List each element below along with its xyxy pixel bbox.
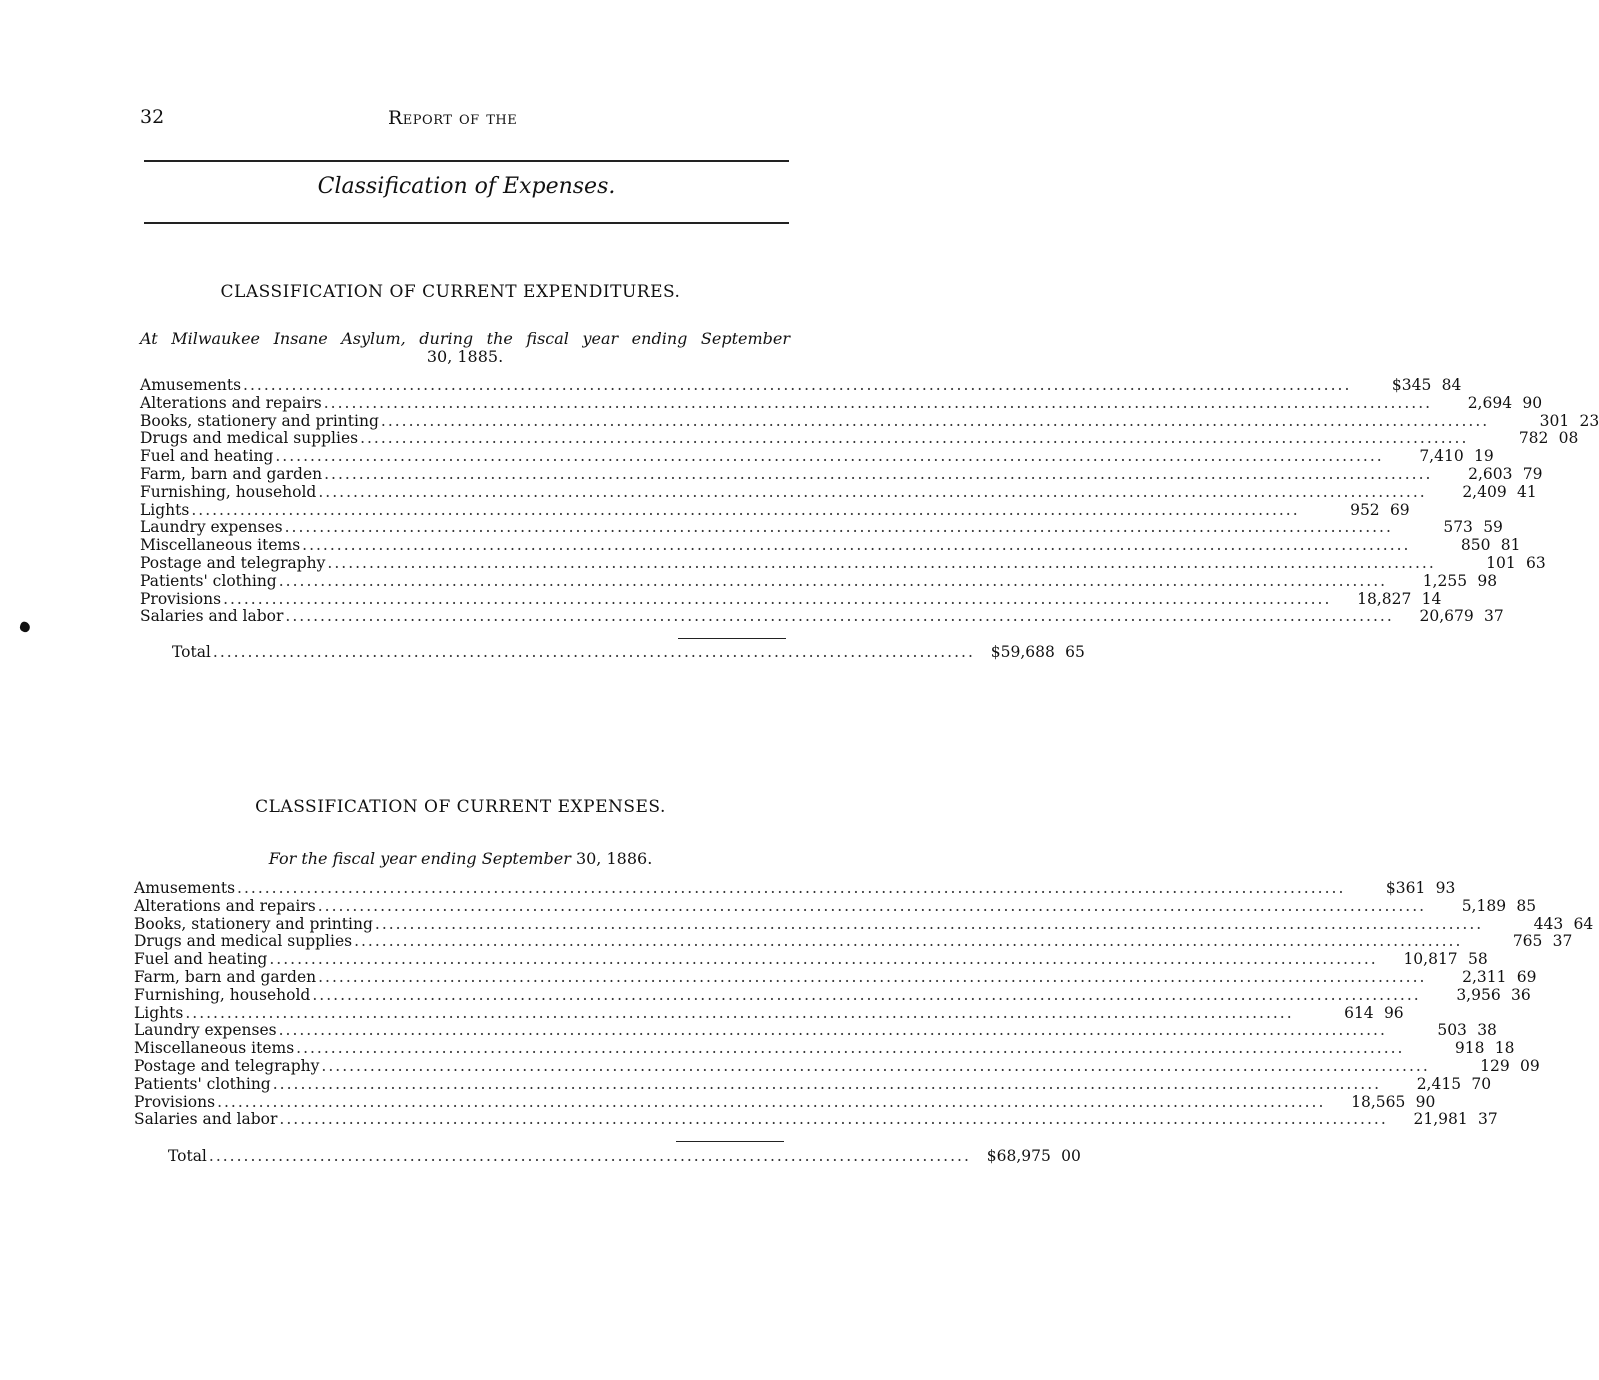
ledger-row-label: Provisions <box>134 1092 216 1111</box>
ledger-row-dollars: 443 <box>1533 914 1564 933</box>
ledger-row-dollars: 7,410 <box>1419 447 1464 466</box>
ledger-row <box>140 607 1504 626</box>
ledger-row-dollars: 2,311 <box>1462 967 1507 986</box>
ledger-row-dollars: 1,255 <box>1422 571 1468 590</box>
page-number: 32 <box>140 106 165 128</box>
ledger-row-cents: 85 <box>1516 896 1537 915</box>
ledger-row-label: Miscellaneous items <box>134 1039 295 1058</box>
ledger-row-leader: ................................................................................................................................................................ <box>279 1110 1388 1129</box>
ledger-row-dollars: 101 <box>1486 553 1516 572</box>
ledger-row-label: Patients' clothing <box>140 571 277 590</box>
table2-subheading-date: 30, 1886. <box>575 849 653 868</box>
ledger-row <box>134 1056 1540 1076</box>
ledger-row-dollars: 573 <box>1443 518 1473 537</box>
ledger-row <box>134 1092 1436 1112</box>
ledger-row-label: Amusements <box>134 879 236 897</box>
ledger-row-leader: ................................................................................................................................................................ <box>237 879 1346 897</box>
ledger-row <box>134 967 1537 987</box>
ledger-row-label: Furnishing, household <box>134 985 311 1004</box>
ledger-row-leader: ................................................................................................................................................................ <box>312 985 1421 1004</box>
ledger-row-label: Alterations and repairs <box>134 896 316 915</box>
ledger-row-cents: 90 <box>1522 393 1543 412</box>
ledger-row-label: Lights <box>140 500 190 519</box>
ledger-row-cents: 93 <box>1435 879 1456 897</box>
ledger-row <box>140 518 1503 537</box>
ledger-row <box>140 411 1599 431</box>
ledger-row-cents: 23 <box>1579 411 1599 430</box>
ledger-row-leader: ................................................................................................................................................................ <box>323 393 1433 412</box>
ledger-row-leader: ................................................................................................................................................................ <box>380 411 1490 430</box>
ledger-row <box>140 464 1543 484</box>
ledger-row-leader: ................................................................................................................................................................ <box>269 950 1378 969</box>
ledger-row-dollars: 20,679 <box>1419 607 1474 626</box>
ledger-row-label: Laundry expenses <box>134 1021 277 1040</box>
ledger-row-cents: 41 <box>1516 482 1537 501</box>
ledger-row-dollars: 10,817 <box>1403 950 1458 969</box>
table2-total-label: Total <box>168 1147 207 1165</box>
table1-subheading-line2: 30, 1885. <box>426 347 504 366</box>
ledger-row-dollars: $345 <box>1391 376 1432 394</box>
ledger-row-label: Miscellaneous items <box>140 536 301 555</box>
ledger-row-leader: ................................................................................................................................................................ <box>327 553 1436 572</box>
ledger-row-leader: ................................................................................................................................................................ <box>354 932 1463 951</box>
ledger-row-cents: 37 <box>1478 1110 1498 1129</box>
running-head: Report of the <box>388 107 518 129</box>
ledger-row-label: Amusements <box>140 376 242 394</box>
ledger-row-cents: 96 <box>1383 1003 1404 1022</box>
ledger-row-dollars: 2,603 <box>1468 464 1513 483</box>
header-rule-bottom <box>144 222 789 224</box>
ledger-row-leader: ................................................................................................................................................................ <box>284 518 1393 537</box>
table1-total-cents: 65 <box>1065 643 1085 661</box>
ledger-row-leader: ................................................................................................................................................................ <box>317 896 1427 915</box>
ledger-row-cents: 90 <box>1415 1092 1436 1111</box>
ledger-row <box>134 1110 1498 1129</box>
ledger-row-leader: ................................................................................................................................................................ <box>374 914 1484 933</box>
ledger-row <box>134 879 1456 898</box>
section-title: Classification of Expenses. <box>317 174 616 199</box>
ledger-row-label: Patients' clothing <box>134 1074 271 1093</box>
ledger-row-dollars: 614 <box>1344 1003 1374 1022</box>
table2-subheading <box>0 850 831 868</box>
ledger-row-dollars: 850 <box>1460 536 1491 555</box>
ledger-row <box>134 1039 1515 1058</box>
ledger-row-leader: ................................................................................................................................................................ <box>278 1021 1387 1040</box>
table2-total-rule <box>676 1141 784 1142</box>
ledger-row-leader: ................................................................................................................................................................ <box>302 536 1411 555</box>
ledger-row-leader: ................................................................................................................................................................ <box>217 1092 1326 1111</box>
ledger-row-label: Drugs and medical supplies <box>140 429 359 448</box>
ledger-row-dollars: 18,565 <box>1351 1092 1406 1111</box>
ledger-row-dollars: 2,694 <box>1467 393 1513 412</box>
ledger-row-label: Postage and telegraphy <box>140 553 326 572</box>
ledger-row-cents: 38 <box>1477 1021 1497 1040</box>
ledger-row <box>140 376 1462 395</box>
ledger-row-cents: 37 <box>1484 607 1504 626</box>
ledger-row-cents: 69 <box>1516 967 1537 986</box>
table1-total-leader: .............................................................................................................. <box>212 643 975 661</box>
ledger-row-cents: 64 <box>1573 914 1594 933</box>
ledger-row-cents: 08 <box>1558 429 1579 448</box>
table1-subheading-line1: At Milwaukee Insane Asylum, during the fiscal year ending September <box>140 329 790 348</box>
table2-total-leader: .............................................................................................................. <box>208 1147 971 1165</box>
ledger-row-label: Books, stationery and printing <box>134 914 373 933</box>
ledger-row <box>140 429 1579 448</box>
header-rule-top <box>144 160 789 162</box>
ledger-row <box>134 985 1531 1005</box>
ledger-row-leader: ................................................................................................................................................................ <box>185 1003 1294 1022</box>
ledger-row-cents: 18 <box>1494 1039 1515 1058</box>
ledger-row <box>134 896 1537 916</box>
table2-subheading-italic: For the fiscal year ending September <box>268 849 571 868</box>
ledger-row-cents: 84 <box>1441 376 1462 394</box>
ledger-row-leader: ................................................................................................................................................................ <box>324 464 1433 483</box>
ledger-row-label: Farm, barn and garden <box>140 464 323 483</box>
table1-ledger <box>140 376 1599 626</box>
table2-total-row <box>168 1147 1081 1166</box>
ledger-row-cents: 79 <box>1522 464 1543 483</box>
ledger-row-cents: 14 <box>1421 589 1442 608</box>
ledger-row-cents: 81 <box>1500 536 1521 555</box>
ledger-row-label: Lights <box>134 1003 184 1022</box>
ledger-row-label: Postage and telegraphy <box>134 1056 320 1075</box>
ledger-row-leader: ................................................................................................................................................................ <box>296 1039 1405 1058</box>
ledger-row-leader: ................................................................................................................................................................ <box>223 589 1332 608</box>
ledger-row-leader: ................................................................................................................................................................ <box>321 1056 1430 1075</box>
ledger-row-leader: ................................................................................................................................................................ <box>272 1074 1382 1093</box>
ledger-row-dollars: 2,415 <box>1416 1074 1462 1093</box>
ledger-row-label: Farm, barn and garden <box>134 967 317 986</box>
ledger-row-dollars: 5,189 <box>1461 896 1507 915</box>
ledger-row-cents: 63 <box>1526 553 1546 572</box>
ledger-row <box>140 393 1543 413</box>
ledger-row-dollars: $361 <box>1385 879 1426 897</box>
ledger-row-dollars: 2,409 <box>1462 482 1507 501</box>
ledger-row-label: Fuel and heating <box>140 447 274 466</box>
ledger-row <box>140 500 1410 520</box>
ledger-row-label: Books, stationery and printing <box>140 411 379 430</box>
ledger-row <box>140 536 1521 555</box>
ledger-row <box>134 1074 1492 1094</box>
ledger-row-dollars: 3,956 <box>1456 985 1501 1004</box>
ledger-row-cents: 58 <box>1467 950 1488 969</box>
ledger-row-dollars: 301 <box>1539 411 1570 430</box>
ledger-row-leader: ................................................................................................................................................................ <box>318 967 1427 986</box>
ledger-row-label: Salaries and labor <box>140 607 284 626</box>
ledger-row <box>140 571 1498 591</box>
ledger-row-cents: 98 <box>1477 571 1498 590</box>
ledger-row <box>140 553 1546 573</box>
table2-heading: CLASSIFICATION OF CURRENT EXPENSES. <box>255 797 666 817</box>
table1-heading: CLASSIFICATION OF CURRENT EXPENDITURES. <box>220 282 681 302</box>
ledger-row-label: Salaries and labor <box>134 1110 278 1129</box>
table1-total-dollars: $59,688 <box>990 643 1055 661</box>
ledger-row-leader: ................................................................................................................................................................ <box>318 482 1427 501</box>
table1-total-row <box>172 643 1085 662</box>
table1-total-label: Total <box>172 643 211 661</box>
ledger-row-label: Laundry expenses <box>140 518 283 537</box>
ledger-row-cents: 59 <box>1483 518 1503 537</box>
ledger-row-dollars: 765 <box>1512 932 1543 951</box>
ledger-row-leader: ................................................................................................................................................................ <box>243 376 1352 394</box>
table2-total-cents: 00 <box>1061 1147 1081 1165</box>
ledger-row-label: Fuel and heating <box>134 950 268 969</box>
ledger-row-leader: ................................................................................................................................................................ <box>191 500 1300 519</box>
ink-speck <box>19 621 32 634</box>
ledger-row-cents: 37 <box>1552 932 1573 951</box>
ledger-row-cents: 19 <box>1473 447 1494 466</box>
ledger-row-label: Provisions <box>140 589 222 608</box>
ledger-row-leader: ................................................................................................................................................................ <box>278 571 1388 590</box>
ledger-row-label: Alterations and repairs <box>140 393 322 412</box>
table2-ledger <box>134 879 1594 1129</box>
ledger-row-cents: 36 <box>1510 985 1531 1004</box>
ledger-row-dollars: 21,981 <box>1413 1110 1468 1129</box>
ledger-row-dollars: 129 <box>1480 1056 1510 1075</box>
ledger-row-dollars: 18,827 <box>1357 589 1412 608</box>
ledger-row <box>134 932 1573 951</box>
ledger-row-dollars: 782 <box>1518 429 1549 448</box>
table1-subheading <box>140 330 790 366</box>
ledger-row <box>134 950 1488 969</box>
ledger-row-leader: ................................................................................................................................................................ <box>285 607 1394 626</box>
ledger-row-cents: 09 <box>1520 1056 1540 1075</box>
ledger-row <box>134 914 1594 934</box>
ledger-row-dollars: 918 <box>1454 1039 1485 1058</box>
ledger-row <box>140 482 1537 502</box>
ledger-row-cents: 69 <box>1389 500 1410 519</box>
table2-total-dollars: $68,975 <box>986 1147 1051 1165</box>
table1-total-rule <box>678 638 786 639</box>
ledger-row <box>134 1003 1404 1023</box>
ledger-row-leader: ................................................................................................................................................................ <box>360 429 1469 448</box>
ledger-row-label: Drugs and medical supplies <box>134 932 353 951</box>
ledger-row <box>140 589 1442 609</box>
ledger-row-leader: ................................................................................................................................................................ <box>275 447 1384 466</box>
ledger-row-dollars: 952 <box>1350 500 1380 519</box>
ledger-row-label: Furnishing, household <box>140 482 317 501</box>
ledger-row <box>140 447 1494 466</box>
ledger-row <box>134 1021 1497 1040</box>
ledger-row-dollars: 503 <box>1437 1021 1467 1040</box>
ledger-row-cents: 70 <box>1471 1074 1492 1093</box>
